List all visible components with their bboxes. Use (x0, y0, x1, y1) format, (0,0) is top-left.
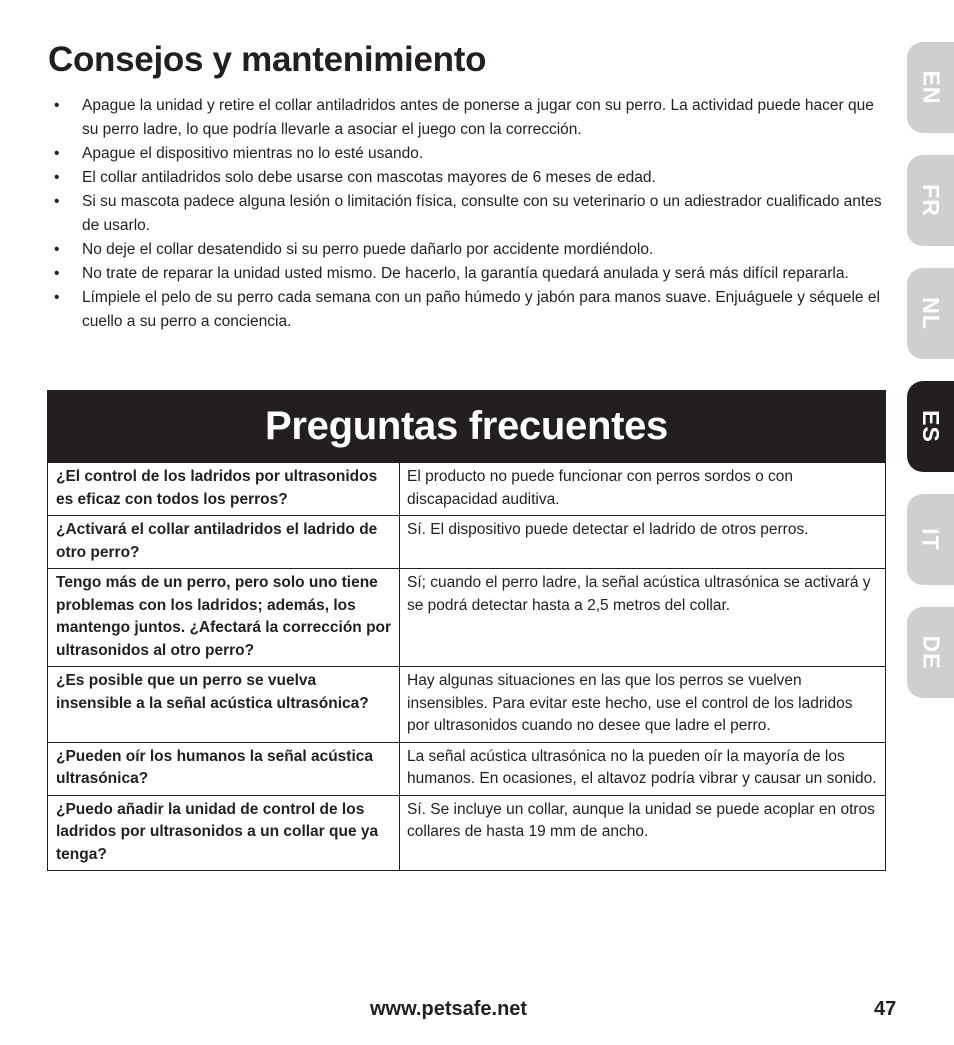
tab-label: ES (918, 410, 944, 443)
page-title: Consejos y mantenimiento (48, 40, 487, 79)
faq-row (48, 568, 885, 666)
faq-row (48, 515, 885, 568)
faq-question: ¿Activará el collar antiladridos el ladrido de otro perro? (48, 516, 400, 568)
tip-item: • El collar antiladridos solo debe usarse con mascotas mayores de 6 meses de edad. (54, 166, 884, 190)
faq-row (48, 666, 885, 742)
faq-question: ¿Pueden oír los humanos la señal acústica ultrasónica? (48, 743, 400, 795)
faq-answer: Hay algunas situaciones en las que los perros se vuelven insensibles. Para evitar este hecho, use el control de los ladridos por ultrasonidos cuando no desee que ladre el perro. (407, 672, 853, 734)
tab-label: NL (917, 297, 944, 330)
faq-answer: El producto no puede funcionar con perros sordos o con discapacidad auditiva. (407, 468, 794, 508)
tip-item: • No deje el collar desatendido si su perro puede dañarlo por accidente mordiéndolo. (54, 238, 884, 262)
tab-nl[interactable] (907, 268, 954, 359)
faq-answer: Sí; cuando el perro ladre, la señal acústica ultrasónica se activará y se podrá detectar hasta a 2,5 metros del collar. (407, 574, 871, 614)
tip-item: • No trate de reparar la unidad usted mismo. De hacerlo, la garantía quedará anulada y será más difícil repararla. (54, 262, 884, 286)
faq-answer: Sí. Se incluye un collar, aunque la unidad se puede acoplar en otros collares de hasta 19 mm de ancho. (407, 800, 875, 840)
tab-label: EN (917, 70, 944, 105)
faq-question: ¿Puedo añadir la unidad de control de los ladridos por ultrasonidos a un collar que ya tenga? (48, 796, 400, 871)
tip-item: • Límpiele el pelo de su perro cada semana con un paño húmedo y jabón para manos suave. Enjuáguele y séquele el cuello a su perro a conciencia. (54, 286, 884, 334)
faq-row (48, 795, 885, 871)
faq-title: Preguntas frecuentes (48, 391, 885, 462)
footer-url: www.petsafe.net (370, 998, 528, 1020)
faq-question: Tengo más de un perro, pero solo uno tiene problemas con los ladridos; además, los mantengo juntos. ¿Afectará la corrección por ultrasonidos al otro perro? (48, 569, 400, 666)
tab-label: IT (917, 528, 944, 551)
tip-item: • Apague el dispositivo mientras no lo esté usando. (54, 142, 884, 166)
tab-label: DE (917, 635, 944, 670)
tip-item: • Si su mascota padece alguna lesión o limitación física, consulte con su veterinario o un adiestrador cualificado antes de usarlo. (54, 190, 884, 238)
faq-row (48, 742, 885, 795)
tip-item: • Apague la unidad y retire el collar antiladridos antes de ponerse a jugar con su perro. La actividad puede hacer que su perro ladre, lo que podría llevarle a asociar el juego con la corrección. (54, 94, 884, 142)
faq-answer: La señal acústica ultrasónica no la pueden oír la mayoría de los humanos. En ocasiones, el altavoz podría vibrar y causar un sonido. (407, 747, 877, 787)
tab-de[interactable] (907, 607, 954, 698)
faq-answer: Sí. El dispositivo puede detectar el ladrido de otros perros. (407, 521, 809, 538)
tab-es[interactable] (907, 381, 954, 472)
language-tabs (907, 42, 954, 720)
page-number: 47 (874, 998, 897, 1020)
tab-en[interactable] (907, 42, 954, 133)
tab-label: FR (917, 184, 944, 217)
faq-table (47, 390, 886, 871)
faq-question: ¿El control de los ladridos por ultrasonidos es eficaz con todos los perros? (48, 463, 400, 515)
faq-question: ¿Es posible que un perro se vuelva insensible a la señal acústica ultrasónica? (48, 667, 400, 742)
tab-it[interactable] (907, 494, 954, 585)
tab-fr[interactable] (907, 155, 954, 246)
faq-row (48, 462, 885, 515)
tips-list (54, 94, 884, 334)
